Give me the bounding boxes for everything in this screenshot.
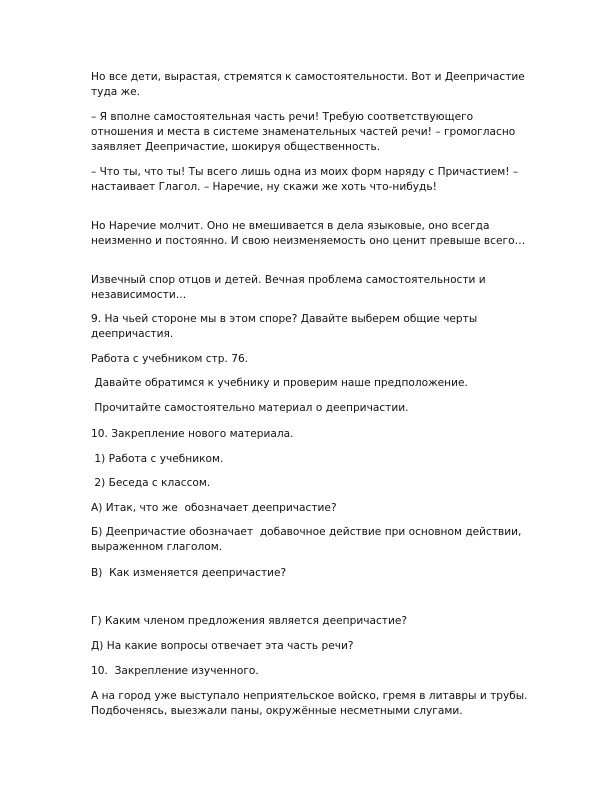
- paragraph-exercise-text: А на город уже выступало неприятельское войско, гремя в литавры и трубы. Подбоченясь, выезжали паны, окружённые несметными слугами.: [91, 690, 535, 717]
- question-v: В) Как изменяется деепричастие?: [91, 567, 287, 579]
- paragraph-consolidation-heading: 10. Закрепление изученного.: [91, 665, 259, 677]
- paragraph-eternal-dispute: Извечный спор отцов и детей. Вечная проблема самостоятельности и независимости…: [91, 274, 490, 301]
- list-item-class-discussion: 2) Беседа с классом.: [91, 477, 211, 489]
- question-g: Г) Каким членом предложения является деепричастие?: [91, 615, 407, 627]
- paragraph-step-9: 9. На чьей стороне мы в этом споре? Давайте выберем общие черты деепричастия.: [91, 313, 481, 340]
- paragraph-intro: Но все дети, вырастая, стремятся к самостоятельности. Вот и Деепричастие туда же.: [91, 71, 529, 98]
- paragraph-gerund-speech: – Я вполне самостоятельная часть речи! Требую соответствующего отношения и места в системе знаменательных частей речи! – громогласно заявляет Деепричастие, шокируя общественность.: [91, 111, 519, 153]
- paragraph-verb-speech: – Что ты, что ты! Ты всего лишь одна из моих форм наряду с Причастием! – настаивает Глагол. – Наречие, ну скажи же хоть что-нибудь!: [91, 166, 522, 193]
- paragraph-check-assumption: Давайте обратимся к учебнику и проверим наше предположение.: [91, 377, 468, 389]
- paragraph-adverb-silent: Но Наречие молчит. Оно не вмешивается в дела языковые, оно всегда неизменно и постоянно. И свою неизменяемость оно ценит превыше всего…: [91, 220, 526, 247]
- question-d: Д) На какие вопросы отвечает эта часть речи?: [91, 640, 354, 652]
- paragraph-step-10-heading: 10. Закрепление нового материала.: [91, 428, 294, 440]
- list-item-textbook-work: 1) Работа с учебником.: [91, 453, 224, 465]
- paragraph-read-material: Прочитайте самостоятельно материал о деепричастии.: [91, 402, 409, 414]
- question-a: А) Итак, что же обозначает деепричастие?: [91, 502, 337, 514]
- paragraph-textbook-page: Работа с учебником стр. 76.: [91, 353, 249, 365]
- answer-b: Б) Деепричастие обозначает добавочное действие при основном действии, выраженном глаголом.: [91, 526, 525, 553]
